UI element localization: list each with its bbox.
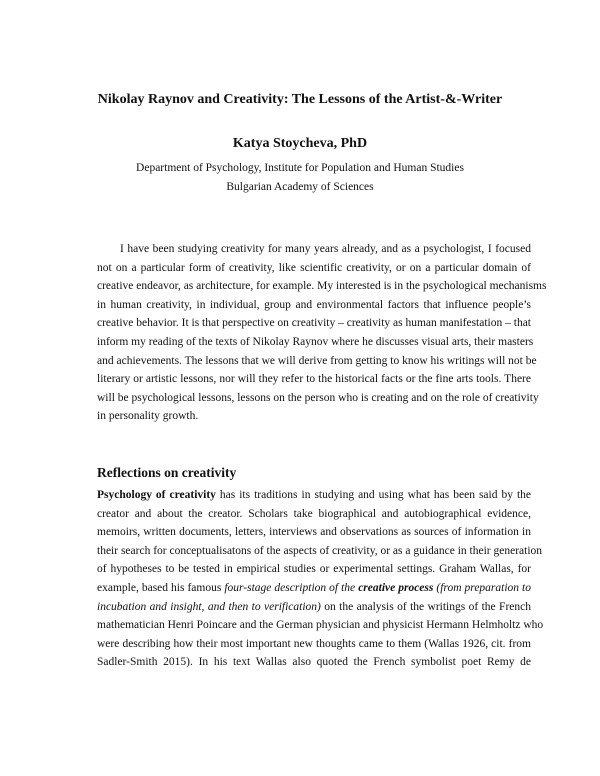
italic-text: four-stage description of the xyxy=(224,581,359,594)
paper-title: Nikolay Raynov and Creativity: The Lessons of the Artist-&-Writer xyxy=(97,92,503,107)
para-text: example, based his famous xyxy=(97,581,225,594)
intro-line: in personality growth. xyxy=(97,410,199,423)
italic-text: (from preparation to xyxy=(433,581,532,594)
para-line xyxy=(97,598,531,617)
term-creative-process: creative process xyxy=(358,581,434,594)
para-line: of hypotheses to be tested in empirical studies or experimental settings. Graham Wallas, for xyxy=(97,563,531,576)
para-text: has its traditions in studying and using what has been said by the xyxy=(215,489,531,501)
para-line: mathematician Henri Poincare and the German physician and physicist Hermann Helmholtz who xyxy=(97,619,544,632)
intro-line: not on a particular form of creativity, like scientific creativity, or on a particular domain of xyxy=(97,261,531,274)
intro-line: in human creativity, in individual, group and environmental factors that influence people’s xyxy=(97,298,531,311)
para-text: on the analysis of the writings of the French xyxy=(320,600,531,613)
intro-line: creative behavior. It is that perspective on creativity – creativity as human manifestation – that xyxy=(97,317,531,330)
intro-line: I have been studying creativity for many years already, and as a psychologist, I focused xyxy=(120,243,531,255)
intro-line: inform my reading of the texts of Nikolay Raynov where he discusses visual arts, their masters xyxy=(97,335,534,348)
para-line: memoirs, written documents, letters, interviews and observations as sources of information in xyxy=(97,526,531,539)
affiliation-academy: Bulgarian Academy of Sciences xyxy=(226,181,374,193)
section-heading: Reflections on creativity xyxy=(97,465,237,480)
affiliation-department: Department of Psychology, Institute for Population and Human Studies xyxy=(136,162,464,174)
para-line xyxy=(97,579,531,598)
intro-line: creative endeavor, as architecture, for example. My interested is in the psychological mechanisms xyxy=(97,280,547,293)
para-line: were describing how their most important new thoughts came to them (Wallas 1926, cit. from xyxy=(97,637,531,650)
intro-paragraph xyxy=(97,240,547,426)
italic-text: incubation and insight, and then to verification) xyxy=(97,600,321,613)
term-psychology-of-creativity: Psychology of creativity xyxy=(97,489,216,501)
para-line xyxy=(97,486,531,505)
intro-line: will be psychological lessons, lessons on the person who is creating and on the role of creativity xyxy=(97,391,539,404)
intro-line: literary or artistic lessons, nor will they refer to the historical facts or the fine arts tools. There xyxy=(97,373,531,386)
para-line: their search for conceptualisatons of the aspects of creativity, or as a guidance in their generation xyxy=(97,544,543,557)
author-name: Katya Stoycheva, PhD xyxy=(232,136,368,151)
para-line: Sadler-Smith 2015). In his text Wallas also quoted the French symbolist poet Remy de xyxy=(97,656,531,669)
intro-line: and achievements. The lessons that we will derive from getting to know his writings will not be xyxy=(97,354,537,367)
para-line: creator and about the creator. Scholars take biographical and autobiographical evidence, xyxy=(97,507,531,520)
reflections-paragraph xyxy=(97,486,544,672)
